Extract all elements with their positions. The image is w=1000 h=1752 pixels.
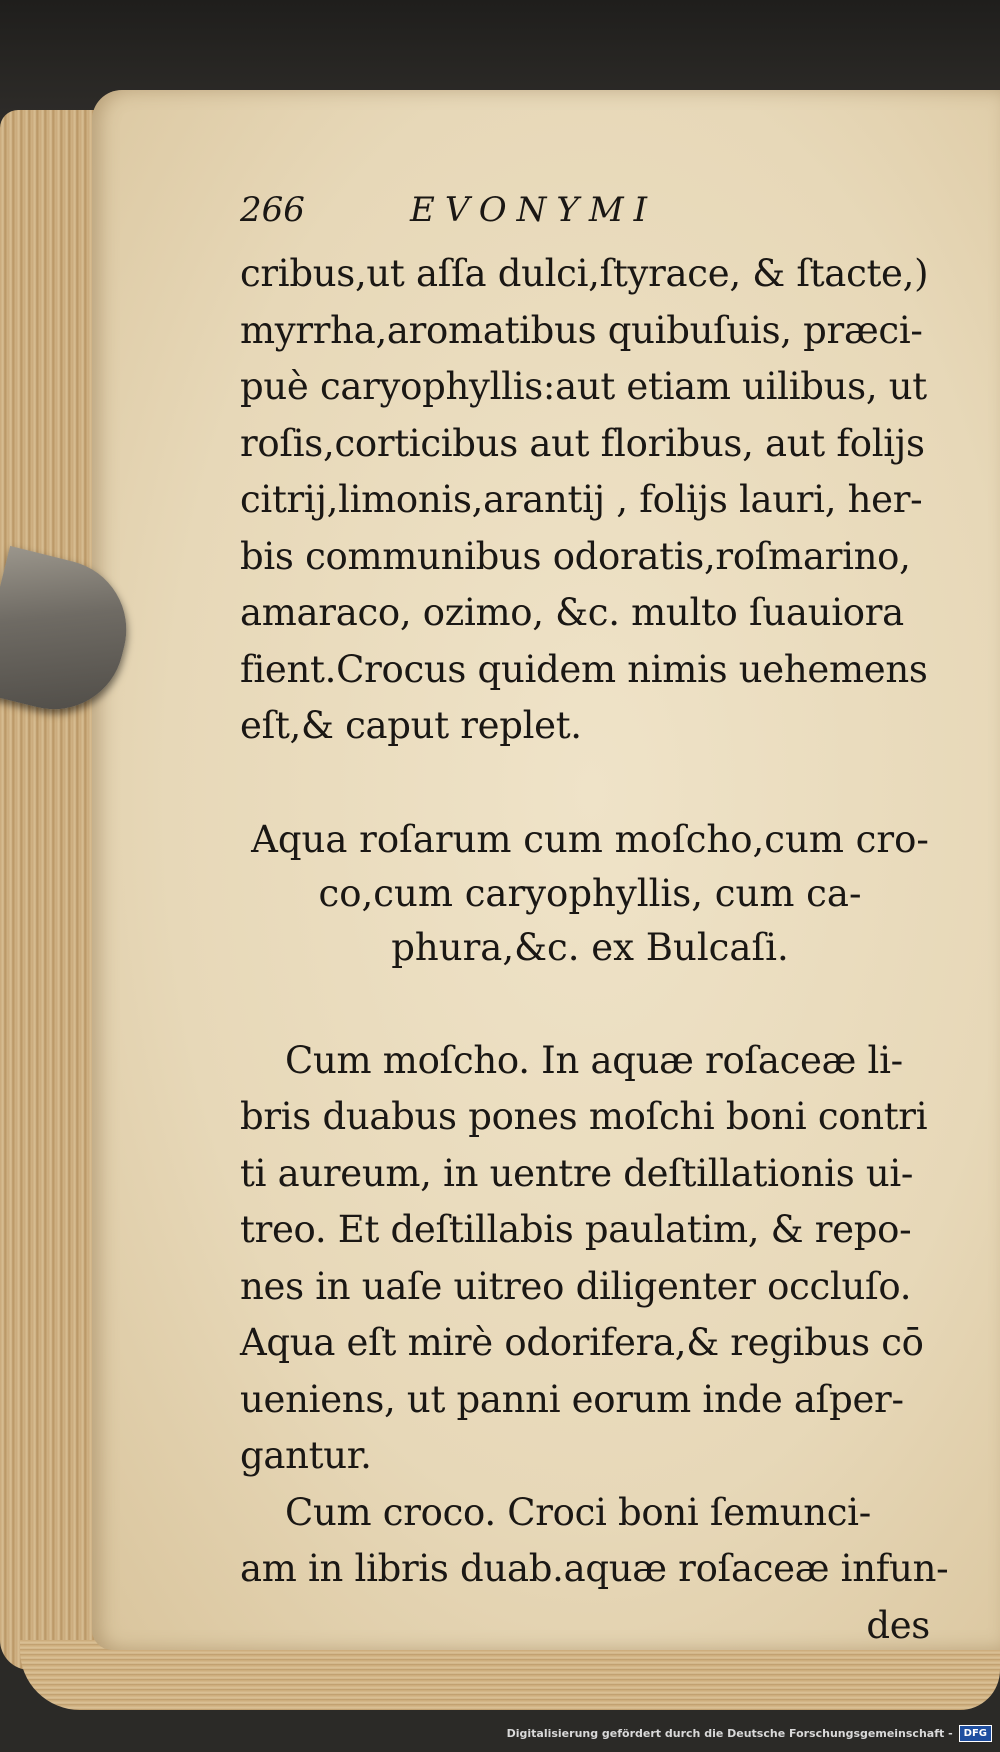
paragraph-1 [240, 246, 940, 755]
spacer [240, 975, 940, 1033]
heading-line: phura,&c. ex Bulcaſi. [391, 925, 789, 969]
digitization-credit [507, 1718, 992, 1748]
text-line: myrrha,aromatibus quibuſuis, præci- [240, 308, 923, 352]
text-line: Cum croco. Croci boni ſemunci- [285, 1490, 871, 1534]
paragraph-3 [240, 1485, 949, 1598]
page-number: 266 [240, 190, 305, 230]
text-line: bis communibus odoratis,roſmarino, [240, 534, 911, 578]
dfg-logo: DFG [959, 1725, 992, 1742]
text-line: nes in uaſe uitreo diligenter occluſo. [240, 1264, 912, 1308]
text-line: am in libris duab.aquæ roſaceæ infun- [240, 1547, 949, 1590]
page-header [240, 190, 940, 246]
text-line: puè caryophyllis:aut etiam uilibus, ut [240, 365, 927, 408]
section-heading [240, 813, 940, 975]
text-line: roſis,corticibus aut floribus, aut folijs [240, 421, 925, 465]
catchword: des [866, 1603, 930, 1647]
text-line: amaraco, ozimo, &c. multo ſuauiora [240, 591, 904, 634]
text-line: eſt,& caput replet. [240, 704, 582, 747]
paragraph-2 [240, 1033, 940, 1485]
text-line: fient.Crocus quidem nimis uehemens [240, 647, 928, 691]
text-line: Aqua eſt mirè odorifera,& regibus cō [240, 1321, 924, 1364]
heading-line: Aqua roſarum cum moſcho,cum cro- [251, 817, 929, 861]
text-line: citrij,limonis,arantij , folijs lauri, her- [240, 478, 923, 521]
running-head: EVONYMI [410, 190, 658, 230]
text-line: cribus,ut aſſa dulci,ſtyrace, & ſtacte,) [240, 252, 929, 295]
text-line: gantur. [240, 1434, 372, 1477]
text-line: bris duabus pones moſchi boni contri [240, 1095, 928, 1138]
text-line: Cum moſcho. In aquæ roſaceæ li- [285, 1038, 903, 1082]
text-line: treo. Et deſtillabis paulatim, & repo- [240, 1208, 912, 1251]
spacer [240, 755, 940, 813]
text-line: ti aureum, in uentre deſtillationis ui- [240, 1151, 914, 1195]
credit-text: Digitalisierung gefördert durch die Deutsche Forschungsgemeinschaft - [506, 1726, 953, 1740]
text-line: ueniens, ut panni eorum inde aſper- [240, 1377, 904, 1421]
page-text [240, 190, 949, 1654]
heading-line: co,cum caryophyllis, cum ca- [318, 871, 862, 915]
